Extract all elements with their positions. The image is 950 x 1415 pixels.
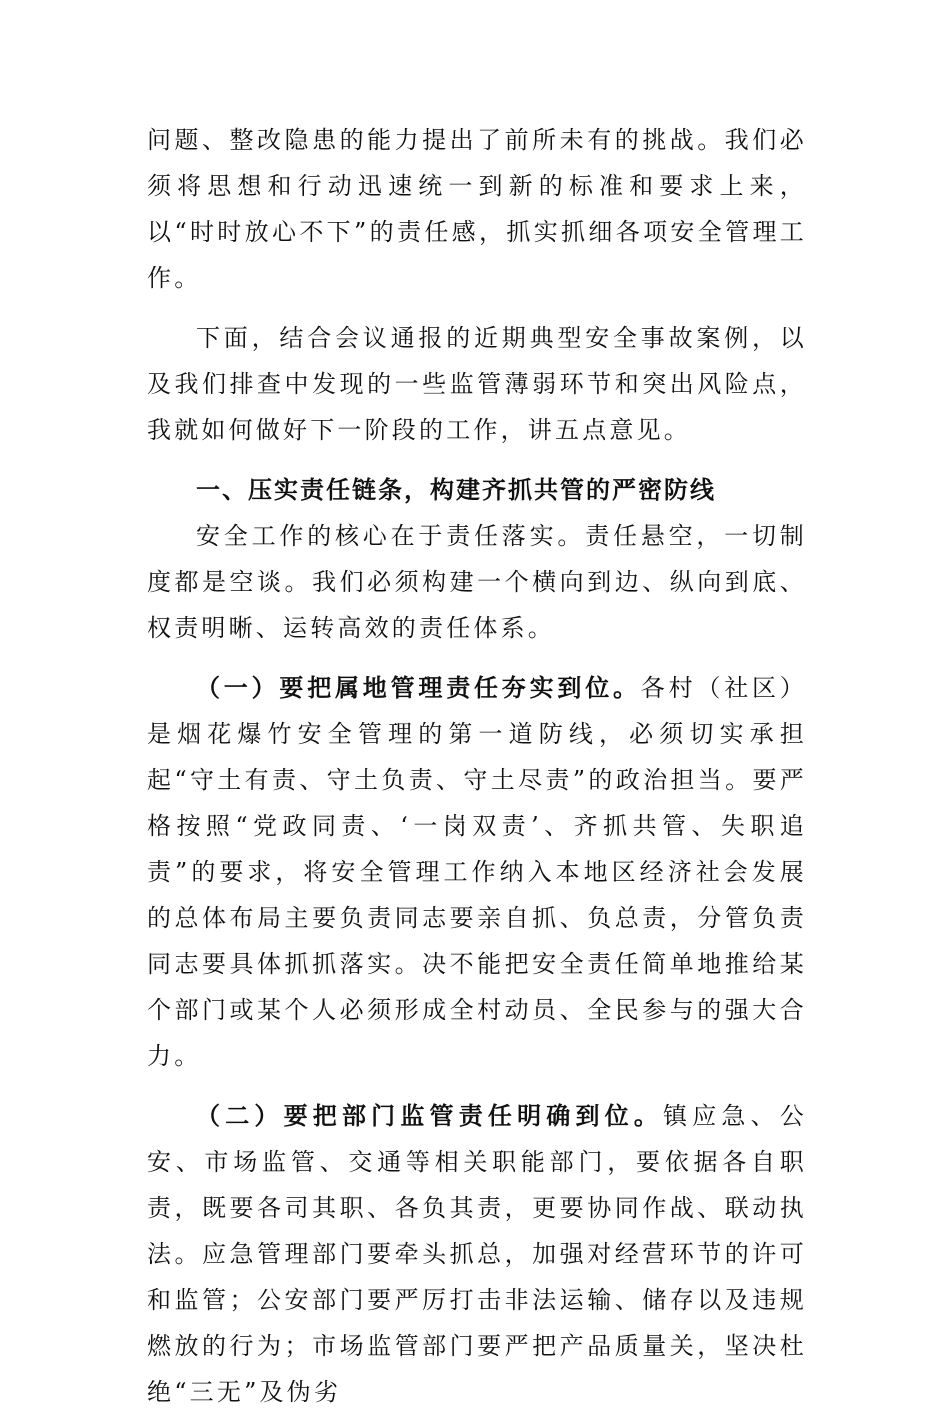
paragraph-intro-continuation: 问题、整改隐患的能力提出了前所未有的挑战。我们必须将思想和行动迅速统一到新的标准和要求上来，以“时时放心不下”的责任感，抓实抓细各项安全管理工作。 — [147, 126, 807, 292]
document-page — [147, 117, 807, 1415]
paragraph-department-responsibility — [147, 1093, 807, 1415]
paragraph-lead-1: （一）要把属地管理责任夯实到位。 — [196, 674, 641, 702]
section-heading-1: 一、压实责任链条，构建齐抓共管的严密防线 — [196, 476, 716, 504]
paragraph-territorial-responsibility — [147, 665, 807, 1079]
paragraph-lead-2: （二）要把部门监管责任明确到位。 — [196, 1102, 664, 1130]
paragraph-overview: 下面，结合会议通报的近期典型安全事故案例，以及我们排查中发现的一些监管薄弱环节和突出风险点，我就如何做好下一阶段的工作，讲五点意见。 — [147, 324, 807, 444]
paragraph-responsibility-core: 安全工作的核心在于责任落实。责任悬空，一切制度都是空谈。我们必须构建一个横向到边、纵向到底、权责明晰、运转高效的责任体系。 — [147, 522, 807, 642]
paragraph-body-2: 镇应急、公安、市场监管、交通等相关职能部门，要依据各自职责，既要各司其职、各负其责，更要协同作战、联动执法。应急管理部门要牵头抓总，加强对经营环节的许可和监管；公安部门要严厉打击非法运输、储存以及违规燃放的行为；市场监管部门要严把产品质量关，坚决杜绝“三无”及伪劣 — [147, 1102, 808, 1406]
paragraph-body-1: 各村（社区）是烟花爆竹安全管理的第一道防线，必须切实承担起“守土有责、守土负责、守土尽责”的政治担当。要严格按照“党政同责、‘一岗双责’、齐抓共管、失职追责”的要求，将安全管理工作纳入本地区经济社会发展的总体布局主要负责同志要亲自抓、负总责，分管负责同志要具体抓抓落实。决不能把安全责任简单地推给某个部门或某个人必须形成全村动员、全民参与的强大合力。 — [147, 674, 807, 1070]
